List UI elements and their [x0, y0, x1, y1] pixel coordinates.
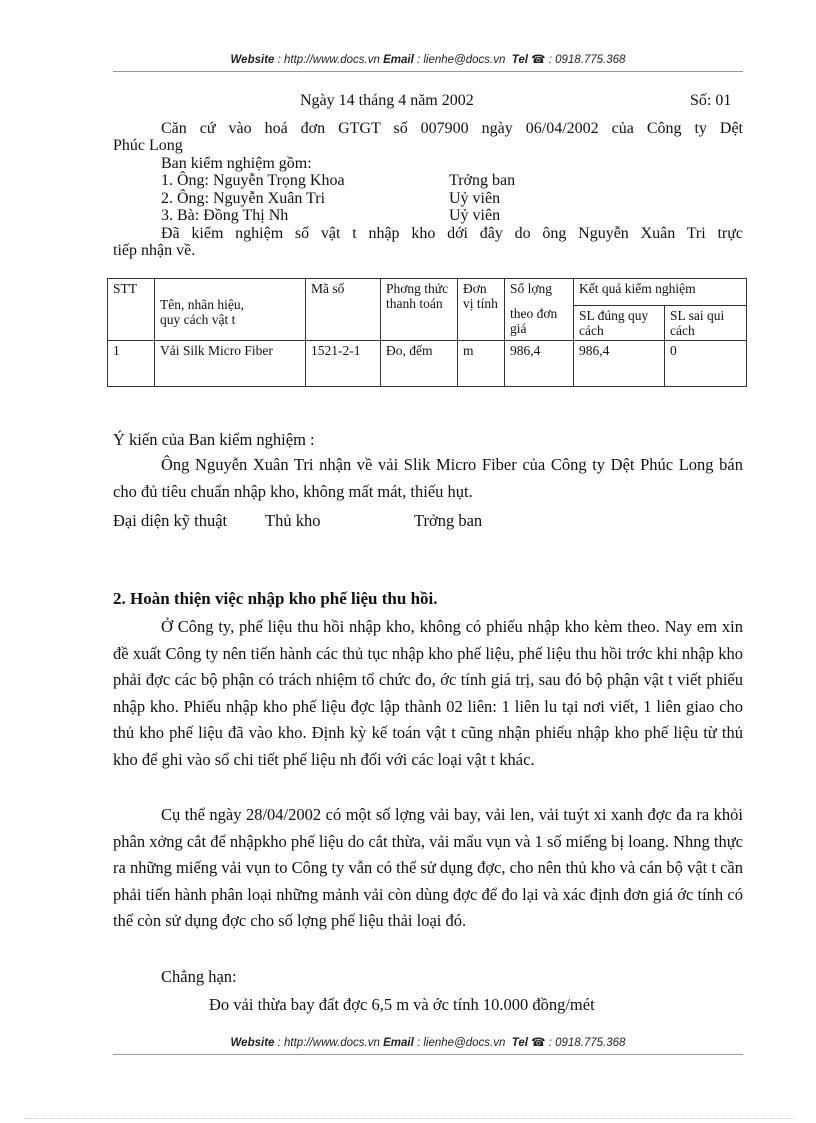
header-qty-top: Số lợng — [510, 281, 553, 296]
phone-icon: ☎ — [531, 1037, 546, 1049]
opinion-text-body: Ông Nguyễn Xuân Tri nhận về vải Slik Micro Fiber của Công ty Dệt Phúc Long bán cho đủ tiêu chuẩn nhập kho, không mất mát, thiếu hụt. — [113, 455, 743, 501]
member-name: 1. Ông: Nguyễn Trọng Khoa — [161, 172, 345, 189]
paragraph-2-body: Cụ thể ngày 28/04/2002 có một số lợng vải bay, vải len, vải tuýt xi xanh đợc đa ra khỏi phân xởng cắt để nhậpkho phế liệu do cắt thừa, vải mẩu vụn và 1 số miếng bị loang. Nhng thực ra những miếng vải vụn to Công ty vẫn có thể sử dụng đợc, cho nên thủ kho và cán bộ vật t cần phải tiến hành phân loại những mảnh vải còn dùng đợc để đo lại và xác định đơn giá ớc tính có thể còn sử dụng đợc cho số lợng phế liệu thải loại đó. — [113, 805, 743, 930]
paragraph-1-body: Ở Công ty, phế liệu thu hồi nhập kho, không có phiếu nhập kho kèm theo. Nay em xin đề xuất Công ty nên tiến hành các thủ tục nhập kho phế liệu, phế liệu thu hồi trớc khi nhập kho phải đợc các bộ phận có trách nhiệm tổ chức đo, ớc tính giá trị, sau đó bộ phận vật t viết phiếu nhập kho. Phiếu nhập kho phế liệu đợc lập thành 02 liên: 1 liên lu tại nơi viết, 1 liên giao cho thủ kho phế liệu đã vào kho. Định kỳ kế toán vật t cũng nhận phiếu nhập kho phế liệu từ thủ kho để ghi vào sổ chi tiết phế liệu nh đối với các loại vật t khác. — [113, 617, 743, 769]
cell-unit: m — [458, 341, 505, 387]
cell-bad: 0 — [665, 341, 747, 387]
email-value: lienhe@docs.vn — [423, 54, 506, 66]
header-ok: SL đúng quy cách — [574, 306, 665, 341]
cell-ok: 986,4 — [574, 341, 665, 387]
document-number: Số: 01 — [690, 92, 732, 109]
sign-head: Trởng ban — [414, 511, 483, 530]
tel-value: 0918.775.368 — [555, 1037, 626, 1049]
header-method: Phơng thức thanh toán — [381, 279, 458, 341]
header-qty — [505, 279, 574, 341]
header-unit: Đơn vị tính — [458, 279, 505, 341]
member-role: Trởng ban — [449, 172, 516, 189]
website-url: http://www.docs.vn — [284, 54, 380, 66]
table-row — [108, 341, 747, 387]
board-title: Ban kiểm nghiệm gồm: — [161, 155, 312, 172]
member-role: Uỷ viên — [449, 207, 501, 224]
header-qty-bottom: theo đơn giá — [510, 306, 558, 336]
email-label: Email — [383, 1037, 414, 1049]
tel-label: Tel — [511, 1037, 528, 1049]
header-bad: SL sai qui cách — [665, 306, 747, 341]
intro-line: Căn cứ vào hoá đơn GTGT số 007900 ngày 06/04/2002 của Công ty Dệt — [161, 120, 743, 137]
website-label: Website — [230, 54, 275, 66]
sign-technical: Đại diện kỹ thuật — [113, 511, 228, 530]
website-url: http://www.docs.vn — [284, 1037, 380, 1049]
section-paragraph-2 — [113, 802, 743, 935]
member-role: Uỷ viên — [449, 190, 501, 207]
cell-code: 1521-2-1 — [306, 341, 381, 387]
table-header-row — [108, 279, 747, 306]
member-name: 2. Ông: Nguyễn Xuân Tri — [161, 190, 326, 207]
header-code: Mã số — [306, 279, 381, 341]
footer-rule — [113, 1054, 743, 1055]
cell-stt: 1 — [108, 341, 155, 387]
opinion-text — [113, 452, 743, 505]
inspection-table — [107, 278, 747, 387]
header-rule — [113, 71, 743, 72]
page-footer: Website : http://www.docs.vn Email : lienhe@docs.vn Tel ☎ : 0918.775.368 — [230, 1037, 626, 1049]
cell-qty: 986,4 — [505, 341, 574, 387]
tel-label: Tel — [511, 54, 528, 66]
tel-value: 0918.775.368 — [555, 54, 626, 66]
section-paragraph-1 — [113, 614, 743, 773]
tested-line-cont: tiếp nhận về. — [113, 242, 196, 259]
email-value: lienhe@docs.vn — [423, 1037, 506, 1049]
header-result: Kết quả kiểm nghiệm — [574, 279, 747, 306]
email-label: Email — [383, 54, 414, 66]
tested-line: Đã kiểm nghiệm số vật t nhập kho dới đây do ông Nguyễn Xuân Tri trực — [161, 225, 743, 242]
header-name: Tên, nhãn hiệu, quy cách vật t — [155, 279, 306, 341]
page-header: Website : http://www.docs.vn Email : lienhe@docs.vn Tel ☎ : 0918.775.368 — [230, 54, 626, 66]
opinion-title: Ý kiến của Ban kiểm nghiệm : — [113, 430, 315, 449]
example-line: Đo vải thừa bay đất đợc 6,5 m và ớc tính 10.000 đồng/mét — [209, 995, 595, 1014]
section-heading: 2. Hoàn thiện việc nhập kho phế liệu thu hồi. — [113, 589, 438, 608]
header-stt: STT — [108, 279, 155, 341]
intro-line-cont: Phúc Long — [113, 137, 183, 154]
member-name: 3. Bà: Đồng Thị Nh — [161, 207, 289, 224]
sign-storekeeper: Thủ kho — [265, 511, 321, 530]
example-label: Chẳng hạn: — [161, 967, 237, 986]
cell-method: Đo, đếm — [381, 341, 458, 387]
cell-name: Vải Silk Micro Fiber — [155, 341, 306, 387]
website-label: Website — [230, 1037, 275, 1049]
document-date: Ngày 14 tháng 4 năm 2002 — [300, 92, 474, 109]
phone-icon: ☎ — [531, 54, 546, 66]
page-bottom-edge — [24, 1118, 794, 1119]
